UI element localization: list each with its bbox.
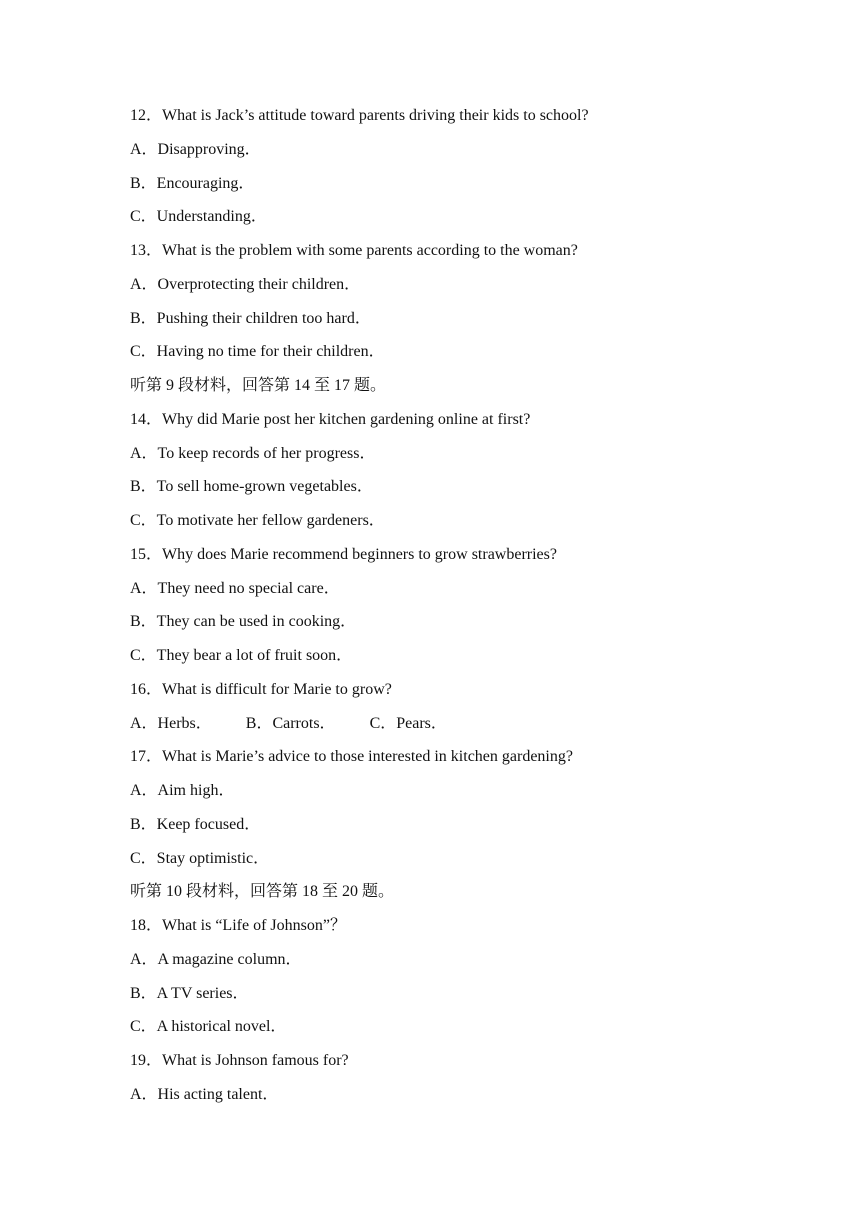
option-18c: C．A historical novel． [130,1018,287,1036]
option-17b: B．Keep focused． [130,815,261,833]
option-17a: A．Aim high． [130,782,235,799]
question-19: 19．What is Johnson famous for? [130,1052,349,1069]
options-16 [130,712,750,746]
section-instruction-10: 听第 10 段材料，回答第 18 至 20 题。 [130,883,395,901]
option-13c: C．Having no time for their children． [130,343,385,361]
option-19a: A．His acting talent． [130,1085,279,1103]
question-18: 18．What is “Life of Johnson”？ [130,917,346,934]
option-12a: A．Disapproving． [130,140,261,158]
exam-page [130,104,750,1117]
option-18a: A．A magazine column． [130,950,302,968]
question-15: 15．Why does Marie recommend beginners to grow strawberries? [130,545,557,563]
option-15b: B．They can be used in cooking． [130,613,357,631]
option-14a: A．To keep records of her progress． [130,444,376,462]
question-16: 16．What is difficult for Marie to grow? [130,680,392,698]
option-13a: A．Overprotecting their children． [130,275,361,293]
question-13: 13．What is the problem with some parents according to the woman? [130,242,578,259]
option-15a: A．They need no special care． [130,579,340,597]
section-instruction-9: 听第 9 段材料，回答第 14 至 17 题。 [130,377,387,394]
option-12b: B．Encouraging． [130,174,255,192]
option-15c: C．They bear a lot of fruit soon． [130,647,353,664]
option-14b: B．To sell home-grown vegetables． [130,478,373,496]
question-12: 12．What is Jack’s attitude toward parents driving their kids to school? [130,107,589,124]
option-12c: C．Understanding． [130,208,267,226]
option-17c: C．Stay optimistic． [130,849,270,867]
option-18b: B．A TV series． [130,984,249,1002]
option-13b: B．Pushing their children too hard． [130,309,371,327]
option-16b: B．Carrots． [245,714,336,732]
question-14: 14．Why did Marie post her kitchen gardening online at first? [130,410,531,428]
option-14c: C．To motivate her fellow gardeners． [130,512,385,529]
option-16a: A．Herbs． [130,714,212,732]
option-16c: C．Pears． [369,714,447,732]
question-17: 17．What is Marie’s advice to those interested in kitchen gardening? [130,748,573,766]
